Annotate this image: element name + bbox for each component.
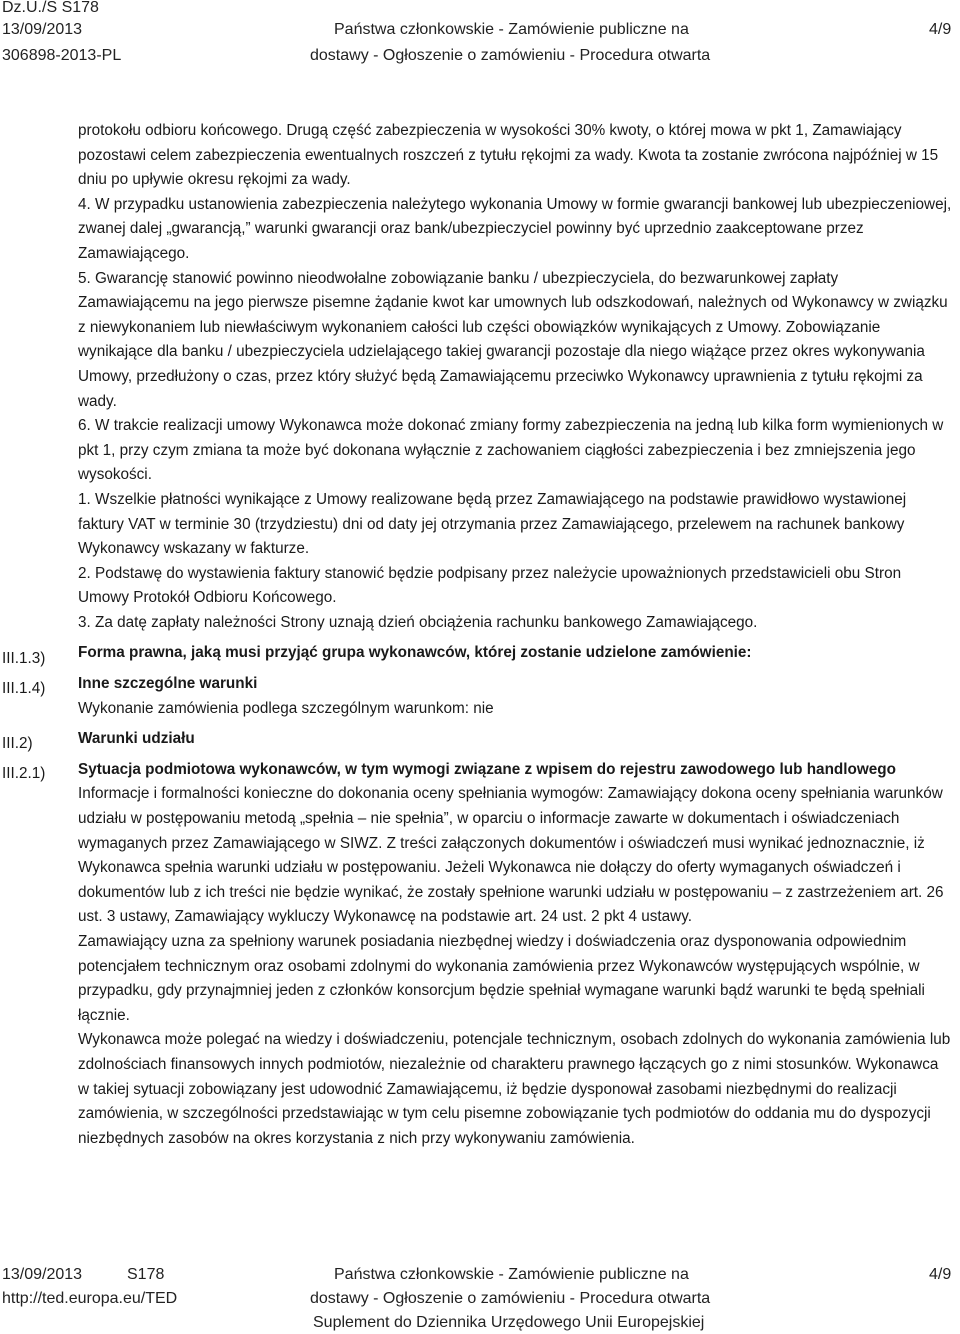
section-number-III-1-4: III.1.4) <box>2 680 46 697</box>
footer-date: 13/09/2013 <box>2 1266 83 1283</box>
paragraph: 1. Wszelkie płatności wynikające z Umowy realizowane będą przez Zamawiającego na podstawie prawidłowo wystawionej faktury VAT w terminie 30 (trzydziestu) dni od daty jej otrzymania przez Zamawiającego, przelewem na rachunek bankowy Wykonawcy wskazany w fakturze. <box>78 490 907 558</box>
section-heading-participation: Warunki udziału <box>78 730 195 748</box>
footer-supplement: Suplement do Dziennika Urzędowego Unii Europejskiej <box>313 1314 705 1331</box>
document-body <box>78 119 952 1151</box>
footer-page-number: 4/9 <box>929 1266 952 1283</box>
footer-url[interactable]: http://ted.europa.eu/TED <box>2 1290 178 1307</box>
paragraph: 4. W przypadku ustanowienia zabezpieczenia należytego wykonania Umowy w formie gwarancji bankowej lub ubezpieczeniowej, zwanej dalej „gwarancją,” warunki gwarancji oraz bank/ubezpieczyciel powinny być uprzednio zaakceptowane przez Zamawiającego. <box>78 195 952 262</box>
header-journal-ref: Dz.U./S S178 <box>2 0 99 16</box>
section-heading-legal-form: Forma prawna, jaką musi przyjąć grupa wykonawców, której zostanie udzielone zamówienie: <box>78 644 752 662</box>
paragraph: Wykonanie zamówienia podlega szczególnym warunkom: nie <box>78 699 494 717</box>
paragraph: Wykonawca może polegać na wiedzy i doświadczeniu, potencjale technicznym, osobach zdolnych do wykonania zamówienia lub zdolnościach finansowych innych podmiotów, niezależnie od charakteru prawnego łączących go z nimi stosunków. Wykonawca w takiej sytuacji zobowiązany jest udowodnić Zamawiającemu, iż będzie dysponował zasobami niezbędnymi do realizacji zamówienia, w szczególności przedstawiając w tym celu pisemne zobowiązanie tych podmiotów do oddania mu do dyspozycji niezbędnych zasobów na okres korzystania z nich przy wykonywaniu zamówienia. <box>78 1031 951 1147</box>
section-number-III-2-1: III.2.1) <box>2 765 46 782</box>
header-page-number: 4/9 <box>929 21 952 38</box>
footer-title-line2: dostawy - Ogłoszenie o zamówieniu - Procedura otwarta <box>310 1290 711 1307</box>
paragraph: protokołu odbioru końcowego. Drugą część zabezpieczenia w wysokości 30% kwoty, o której mowa w pkt 1, Zamawiający pozostawi celem zabezpieczenia ewentualnych roszczeń z tytułu rękojmi za wady. Kwota ta zostanie zwrócona najpóźniej w 15 dniu po upływie okresu rękojmi za wady. <box>78 122 939 189</box>
section-heading-special-conditions: Inne szczególne warunki <box>78 675 258 693</box>
header-title-line2: dostawy - Ogłoszenie o zamówieniu - Procedura otwarta <box>310 47 711 64</box>
header-notice-number: 306898-2013-PL <box>2 47 122 64</box>
section-heading-situation: Sytuacja podmiotowa wykonawców, w tym wymogi związane z wpisem do rejestru zawodowego lub handlowego <box>78 760 896 778</box>
paragraph: Informacje i formalności konieczne do dokonania oceny spełniania wymogów: Zamawiający dokona oceny spełniania warunków udziału w postępowaniu metodą „spełnia – nie spełnia”, w oparciu o informacje zawarte w dokumentach i oświadczeniach wymaganych przez Zamawiającego w SIWZ. Z treści załączonych dokumentów i oświadczeń musi wynikać jednoznacznie, iż Wykonawca spełnia warunki udziału w postępowaniu. Jeżeli Wykonawca nie dołączy do oferty wymaganych oświadczeń i dokumentów lub z ich treści nie będzie wynikać, że zostały spełnione warunki udziału w postępowaniu – z zastrzeżeniem art. 26 ust. 3 ustawy, Zamawiający wykluczy Wykonawcę na podstawie art. 24 ust. 2 pkt 4 ustawy. <box>78 785 944 926</box>
paragraph: 3. Za datę zapłaty należności Strony uznają dzień obciążenia rachunku bankowego Zamawiającego. <box>78 613 758 631</box>
paragraph: 6. W trakcie realizacji umowy Wykonawca może dokonać zmiany formy zabezpieczenia na jedną lub kilka form wymienionych w pkt 1, przy czym zmiana ta może być dokonana wyłącznie z zachowaniem ciągłości zabezpieczenia i bez zmniejszenia jego wysokości. <box>78 417 944 484</box>
header-title-line1: Państwa członkowskie - Zamówienie publiczne na <box>334 21 689 38</box>
footer-title-line1: Państwa członkowskie - Zamówienie publiczne na <box>334 1266 689 1283</box>
section-number-III-2: III.2) <box>2 735 33 752</box>
header-date: 13/09/2013 <box>2 21 83 38</box>
paragraph: 2. Podstawę do wystawienia faktury stanowić będzie podpisany przez należycie upoważnionych przedstawicieli obu Stron Umowy Protokół Odbioru Końcowego. <box>78 564 902 607</box>
paragraph: Zamawiający uzna za spełniony warunek posiadania niezbędnej wiedzy i doświadczenia oraz dysponowania odpowiednim potencjałem technicznym oraz osobami zdolnymi do wykonania zamówienia przez Wykonawców występujących wspólnie, w przypadku, gdy przynajmniej jeden z członków konsorcjum będzie spełniał wymagane warunki bądź warunki te będą spełniali łącznie. <box>78 933 925 1024</box>
footer-series: S178 <box>127 1266 165 1283</box>
section-number-III-1-3: III.1.3) <box>2 650 46 667</box>
paragraph: 5. Gwarancję stanowić powinno nieodwołalne zobowiązanie banku / ubezpieczyciela, do bezwarunkowej zapłaty Zamawiającemu na jego pierwsze pisemne żądanie kwot kar umownych lub odszkodowań, należnych od Wykonawcy w związku z niewykonaniem lub niewłaściwym wykonaniem całości lub części obowiązków wynikających z Umowy. Zobowiązanie wynikające dla banku / ubezpieczyciela udzielającego takiej gwarancji pozostaje dla niego wiążące przez okres wykonywania Umowy, przedłużony o czas, przez który służyć będą Zamawiającemu przeciwko Wykonawcy uprawnienia z tytułu rękojmi za wady. <box>78 269 948 410</box>
